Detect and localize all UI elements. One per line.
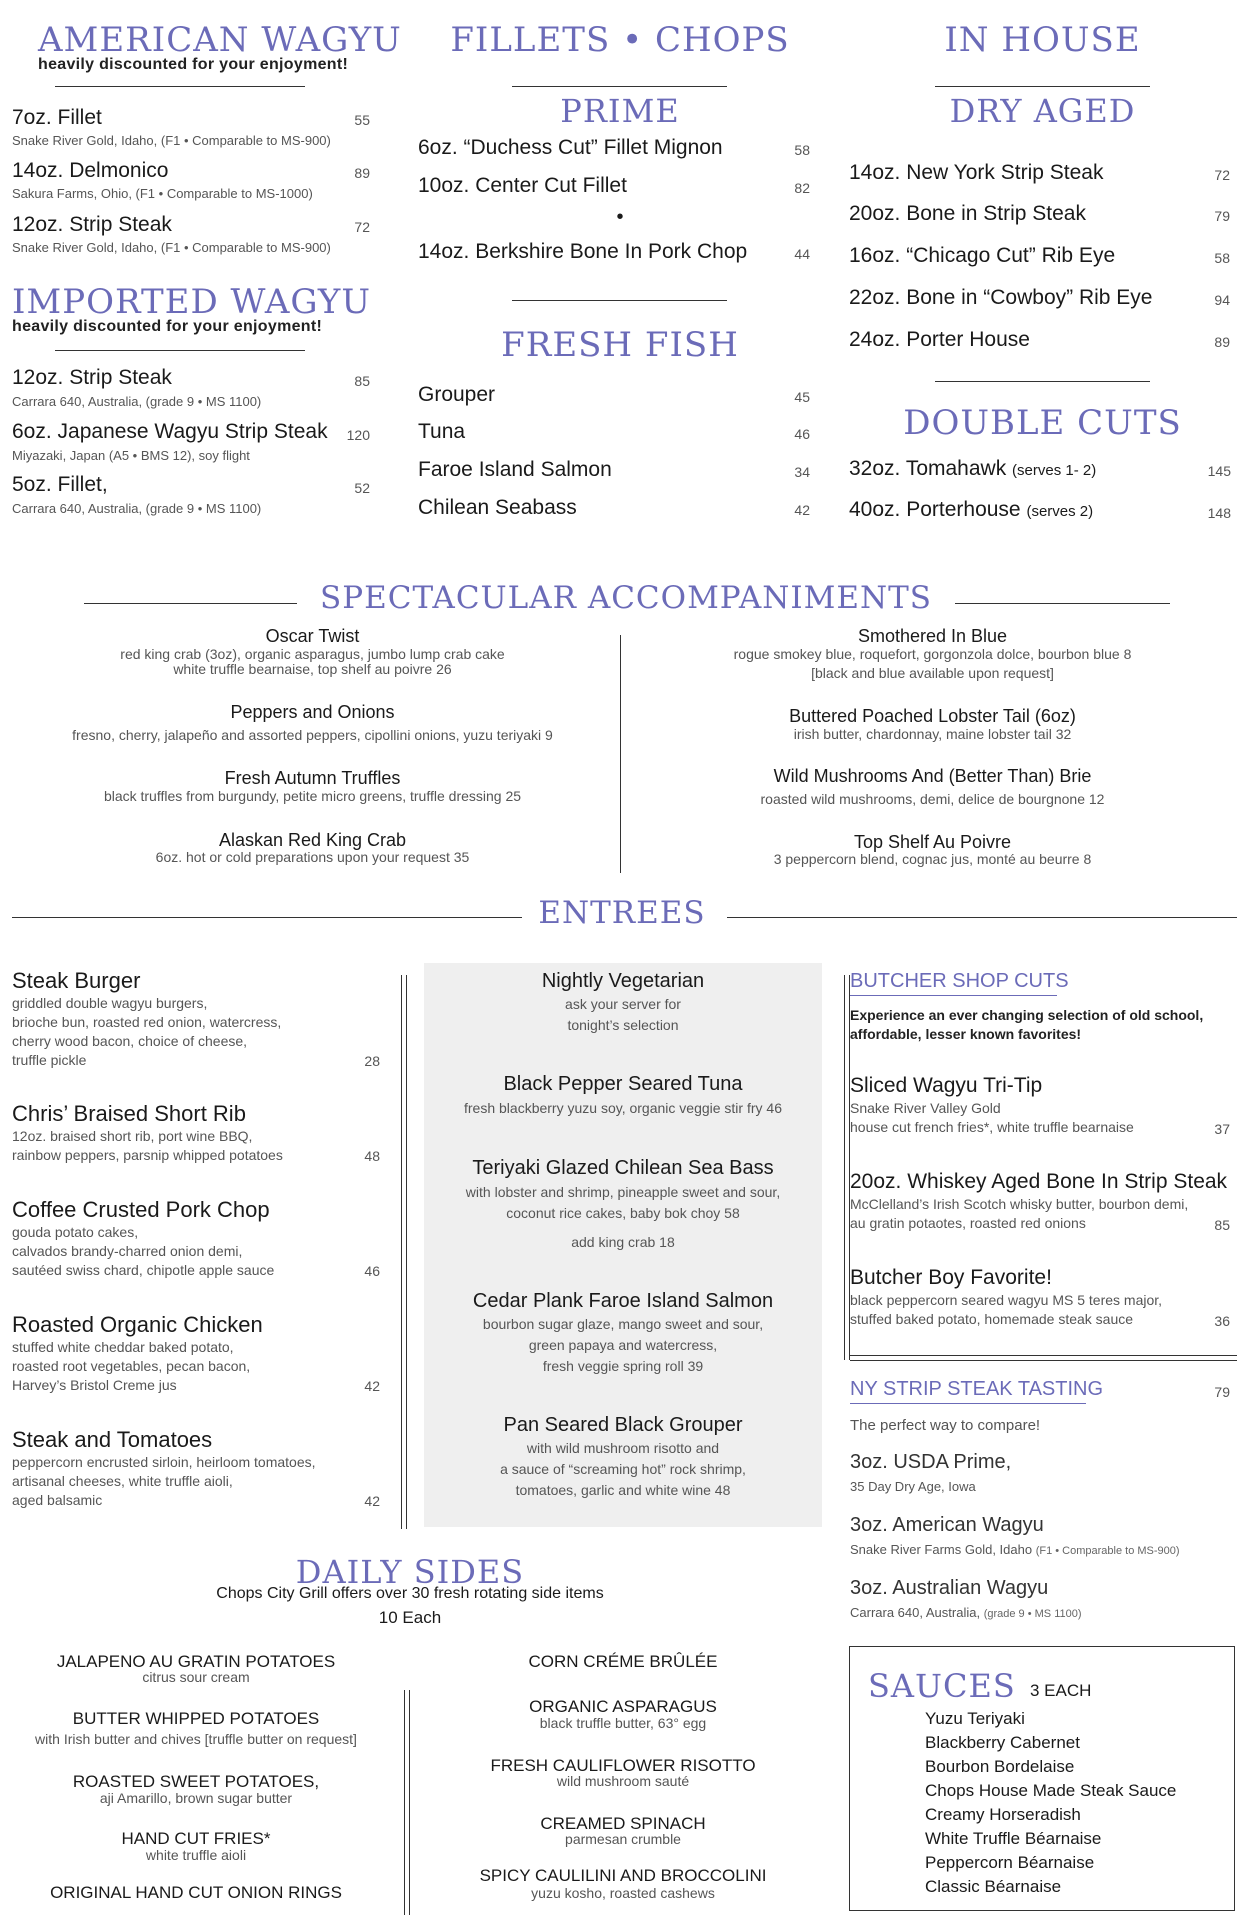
- side-name: CORN CRÉME BRÛLÉE: [528, 1652, 718, 1671]
- menu-item-name: 7oz. Fillet: [12, 106, 102, 129]
- menu-item-price: 82: [794, 180, 810, 196]
- butcher-item-name: Sliced Wagyu Tri-Tip: [850, 1074, 1043, 1097]
- desc-line: a sauce of “screaming hot” rock shrimp,: [500, 1461, 746, 1477]
- in-house-title: IN HOUSE: [944, 20, 1141, 60]
- sauce-item: Peppercorn Béarnaise: [925, 1853, 1095, 1872]
- menu-item-name: [849, 498, 1093, 522]
- desc-line: with lobster and shrimp, pineapple sweet and sour,: [465, 1184, 781, 1200]
- entree-name: Black Pepper Seared Tuna: [503, 1073, 743, 1095]
- tasting-subtitle: The perfect way to compare!: [850, 1417, 1041, 1434]
- sauces-price: 3 EACH: [1030, 1681, 1092, 1700]
- tasting-item-desc: [850, 1605, 1082, 1620]
- dry-aged-title: DRY AGED: [949, 92, 1136, 130]
- side-desc: black truffle butter, 63° egg: [539, 1715, 707, 1731]
- menu-item-name: 6oz. “Duchess Cut” Fillet Mignon: [418, 136, 723, 159]
- imported-wagyu-title: IMPORTED WAGYU: [12, 282, 372, 322]
- desc-line: with wild mushroom risotto and: [526, 1440, 720, 1456]
- desc-line: rainbow peppers, parsnip whipped potatoes: [12, 1147, 283, 1163]
- side-name: ORGANIC ASPARAGUS: [529, 1697, 717, 1716]
- menu-item-price: 52: [354, 480, 370, 496]
- desc-line: black peppercorn seared wagyu MS 5 teres major,: [850, 1292, 1163, 1308]
- desc-note: (F1 • Comparable to MS-900): [1035, 1545, 1180, 1557]
- side-name: FRESH CAULIFLOWER RISOTTO: [490, 1756, 756, 1775]
- divider: [935, 86, 1150, 87]
- sauces-list: [925, 1707, 1176, 1899]
- daily-sides-title: DAILY SIDES: [295, 1553, 525, 1591]
- menu-item-name: Chilean Seabass: [418, 496, 577, 519]
- entree-desc: [12, 994, 281, 1070]
- menu-item-name: [849, 457, 1096, 481]
- menu-item-price: 148: [1207, 505, 1231, 521]
- sauce-item: Classic Béarnaise: [925, 1877, 1062, 1896]
- side-name: ORIGINAL HAND CUT ONION RINGS: [50, 1883, 342, 1902]
- menu-item-desc: Snake River Gold, Idaho, (F1 • Comparable to MS-900): [12, 133, 331, 148]
- divider: [12, 917, 522, 918]
- menu-item-price: 42: [794, 502, 810, 518]
- double-rule: [844, 975, 845, 1360]
- entree-desc: [424, 1438, 822, 1501]
- serves-note: (serves 2): [1026, 503, 1094, 520]
- desc-line: Harvey’s Bristol Creme jus: [12, 1377, 177, 1393]
- menu-item-price: 89: [1214, 334, 1230, 350]
- butcher-item-price: 37: [1214, 1121, 1230, 1137]
- accompaniment-desc: irish butter, chardonnay, maine lobster tail 32: [793, 726, 1072, 742]
- divider: [84, 603, 297, 604]
- accompaniment-desc: fresno, cherry, jalapeño and assorted peppers, cipollini onions, yuzu teriyaki 9: [72, 727, 553, 743]
- entree-price: 46: [364, 1263, 380, 1279]
- accompaniment-name: Smothered In Blue: [857, 626, 1008, 646]
- sauce-item: Blackberry Cabernet: [925, 1733, 1080, 1752]
- menu-item-name: 14oz. Berkshire Bone In Pork Chop: [418, 240, 748, 263]
- accompaniment-desc: 6oz. hot or cold preparations upon your request 35: [155, 849, 470, 865]
- accompaniment-desc: 3 peppercorn blend, cognac jus, monté au beurre 8: [773, 851, 1092, 867]
- desc-line: fresh veggie spring roll 39: [542, 1358, 704, 1374]
- side-desc: parmesan crumble: [565, 1831, 681, 1847]
- prime-title: PRIME: [560, 92, 680, 130]
- menu-item-price: 79: [1214, 208, 1230, 224]
- menu-item-price: 145: [1207, 463, 1231, 479]
- butcher-item-name: Butcher Boy Favorite!: [850, 1266, 1052, 1289]
- serves-note: (serves 1- 2): [1012, 462, 1097, 479]
- desc-line: [424, 1224, 822, 1232]
- sauce-item: Creamy Horseradish: [925, 1805, 1081, 1824]
- butcher-item-desc: [850, 1195, 1188, 1233]
- fresh-fish-title: FRESH FISH: [501, 325, 739, 365]
- accompaniment-desc: rogue smokey blue, roquefort, gorgonzola dolce, bourbon blue 8: [733, 646, 1132, 662]
- desc-line: green papaya and watercress,: [528, 1337, 718, 1353]
- entree-price: 28: [364, 1053, 380, 1069]
- title-underline: [850, 1403, 1086, 1404]
- side-name: CREAMED SPINACH: [540, 1814, 706, 1833]
- menu-item-desc: Carrara 640, Australia, (grade 9 • MS 1100): [12, 501, 262, 516]
- menu-item-name: 5oz. Fillet,: [12, 473, 108, 496]
- desc-line: tomatoes, garlic and white wine 48: [515, 1482, 731, 1498]
- accompaniment-desc: [black and blue available upon request]: [811, 665, 1054, 681]
- desc-line: stuffed baked potato, homemade steak sauce: [850, 1311, 1134, 1327]
- menu-item-price: 72: [354, 219, 370, 235]
- accompaniment-name: Top Shelf Au Poivre: [853, 832, 1012, 852]
- entree-name: Teriyaki Glazed Chilean Sea Bass: [472, 1157, 774, 1179]
- double-cuts-title: DOUBLE CUTS: [903, 403, 1182, 443]
- menu-item-name: 10oz. Center Cut Fillet: [418, 174, 627, 197]
- butcher-item-desc: [850, 1291, 1162, 1329]
- divider: [512, 86, 727, 87]
- tagline-line: affordable, lesser known favorites!: [850, 1026, 1082, 1042]
- sauce-item: Bourbon Bordelaise: [925, 1757, 1075, 1776]
- butcher-item-price: 36: [1214, 1313, 1230, 1329]
- desc-line: coconut rice cakes, baby bok choy 58: [506, 1205, 740, 1221]
- tasting-item-desc: 35 Day Dry Age, Iowa: [850, 1479, 976, 1494]
- butcher-item-desc: [850, 1099, 1134, 1137]
- desc-note: (grade 9 • MS 1100): [983, 1608, 1082, 1620]
- entrees-title: ENTREES: [538, 895, 706, 931]
- menu-item-name: 12oz. Strip Steak: [12, 213, 172, 236]
- menu-item-desc: Sakura Farms, Ohio, (F1 • Comparable to MS-1000): [12, 186, 313, 201]
- double-rule-h: [850, 1355, 1237, 1356]
- accompaniments-title: SPECTACULAR ACCOMPANIMENTS: [320, 580, 932, 616]
- desc-line: bourbon sugar glaze, mango sweet and sour,: [482, 1316, 764, 1332]
- entree-price: 42: [364, 1378, 380, 1394]
- desc-line: McClelland’s Irish Scotch whisky butter, bourbon demi,: [850, 1196, 1189, 1212]
- accompaniment-desc: white truffle bearnaise, top shelf au poivre 26: [173, 661, 452, 677]
- vertical-divider: [620, 635, 621, 873]
- menu-item-name: 22oz. Bone in “Cowboy” Rib Eye: [849, 286, 1153, 309]
- side-desc: citrus sour cream: [142, 1669, 250, 1685]
- menu-item-name: 16oz. “Chicago Cut” Rib Eye: [849, 244, 1116, 267]
- divider: [55, 86, 305, 87]
- butcher-shop-title: BUTCHER SHOP CUTS: [850, 970, 1069, 992]
- desc-line: griddled double wagyu burgers,: [12, 995, 208, 1011]
- menu-item-price: 89: [354, 165, 370, 181]
- item-name-text: 40oz. Porterhouse: [849, 498, 1021, 521]
- desc-line: house cut french fries*, white truffle bearnaise: [850, 1119, 1134, 1135]
- entree-name: Nightly Vegetarian: [541, 970, 705, 992]
- menu-item-desc: Snake River Gold, Idaho, (F1 • Comparable to MS-900): [12, 240, 331, 255]
- sauces-title: SAUCES: [868, 1667, 1016, 1705]
- accompaniment-name: Wild Mushrooms And (Better Than) Brie: [773, 766, 1092, 786]
- menu-item-desc: Carrara 640, Australia, (grade 9 • MS 1100): [12, 394, 262, 409]
- desc-line: roasted root vegetables, pecan bacon,: [12, 1358, 251, 1374]
- menu-item-name: 6oz. Japanese Wagyu Strip Steak: [12, 420, 328, 443]
- desc-line: gouda potato cakes,: [12, 1224, 139, 1240]
- accompaniment-name: Alaskan Red King Crab: [218, 830, 407, 850]
- tasting-title: NY STRIP STEAK TASTING: [850, 1378, 1104, 1400]
- desc-line: calvados brandy-charred onion demi,: [12, 1243, 243, 1259]
- bullet-separator: •: [616, 206, 624, 228]
- desc-text: Carrara 640, Australia,: [850, 1605, 981, 1620]
- menu-item-name: Grouper: [418, 383, 496, 406]
- entree-name: Steak Burger: [12, 968, 141, 993]
- double-rule: [409, 1690, 410, 1915]
- entree-desc: [12, 1338, 250, 1395]
- desc-line: cherry wood bacon, choice of cheese,: [12, 1033, 248, 1049]
- menu-item-price: 94: [1214, 292, 1230, 308]
- entree-price: 42: [364, 1493, 380, 1509]
- divider: [512, 300, 727, 301]
- entree-name: Chris’ Braised Short Rib: [12, 1101, 246, 1126]
- sauce-item: Yuzu Teriyaki: [925, 1709, 1025, 1728]
- daily-sides-price: 10 Each: [378, 1608, 442, 1627]
- accompaniment-desc: black truffles from burgundy, petite micro greens, truffle dressing 25: [103, 788, 522, 804]
- menu-item-price: 85: [354, 373, 370, 389]
- desc-line: add king crab 18: [571, 1234, 675, 1250]
- entree-desc: [12, 1223, 274, 1280]
- butcher-item-price: 85: [1214, 1217, 1230, 1233]
- accompaniment-name: Peppers and Onions: [230, 702, 395, 722]
- tasting-item-name: 3oz. Australian Wagyu: [850, 1577, 1049, 1599]
- divider: [55, 350, 305, 351]
- divider: [727, 917, 1237, 918]
- menu-item-name: 12oz. Strip Steak: [12, 366, 172, 389]
- entree-name: Pan Seared Black Grouper: [503, 1414, 743, 1436]
- menu-item-price: 72: [1214, 167, 1230, 183]
- entree-name: Coffee Crusted Pork Chop: [12, 1197, 270, 1222]
- desc-line: brioche bun, roasted red onion, watercress,: [12, 1014, 282, 1030]
- accompaniment-desc: roasted wild mushrooms, demi, delice de bourgnone 12: [760, 791, 1105, 807]
- accompaniment-name: Oscar Twist: [265, 626, 360, 646]
- item-name-text: 32oz. Tomahawk: [849, 457, 1007, 480]
- sauce-item: White Truffle Béarnaise: [925, 1829, 1102, 1848]
- desc-line: stuffed white cheddar baked potato,: [12, 1339, 234, 1355]
- entree-desc: [424, 994, 822, 1036]
- menu-item-name: 20oz. Bone in Strip Steak: [849, 202, 1086, 225]
- sauces-box: [849, 1646, 1235, 1911]
- side-name: ROASTED SWEET POTATOES,: [72, 1772, 320, 1791]
- divider: [935, 381, 1150, 382]
- menu-item-name: 14oz. New York Strip Steak: [849, 161, 1104, 184]
- fillets-chops-title: FILLETS • CHOPS: [450, 20, 790, 60]
- side-desc: with Irish butter and chives [truffle butter on request]: [35, 1731, 357, 1747]
- sauce-item: Chops House Made Steak Sauce: [925, 1781, 1177, 1800]
- side-desc: yuzu kosho, roasted cashews: [531, 1885, 715, 1901]
- menu-item-desc: Miyazaki, Japan (A5 • BMS 12), soy flight: [12, 448, 250, 463]
- menu-item-price: 34: [794, 464, 810, 480]
- side-name: JALAPENO AU GRATIN POTATOES: [56, 1652, 336, 1671]
- menu-item-price: 120: [346, 427, 370, 443]
- entree-desc: [12, 1127, 283, 1165]
- entree-desc: [424, 1182, 822, 1253]
- desc-line: tonight’s selection: [567, 1017, 679, 1033]
- side-desc: wild mushroom sauté: [556, 1773, 690, 1789]
- menu-item-price: 45: [794, 389, 810, 405]
- entree-name: Steak and Tomatoes: [12, 1427, 213, 1452]
- double-rule-h: [850, 1360, 1237, 1361]
- accompaniment-name: Fresh Autumn Truffles: [224, 768, 401, 788]
- imported-wagyu-tagline: heavily discounted for your enjoyment!: [12, 318, 323, 335]
- menu-item-name: Tuna: [418, 420, 466, 443]
- double-rule: [401, 975, 402, 1529]
- menu-item-price: 58: [794, 142, 810, 158]
- entree-name: Roasted Organic Chicken: [12, 1312, 263, 1337]
- american-wagyu-tagline: heavily discounted for your enjoyment!: [38, 56, 349, 73]
- double-rule: [406, 975, 407, 1529]
- menu-item-price: 44: [794, 246, 810, 262]
- side-name: HAND CUT FRIES*: [121, 1829, 271, 1848]
- tagline-line: Experience an ever changing selection of old school,: [850, 1007, 1204, 1023]
- entree-price: 48: [364, 1148, 380, 1164]
- desc-line: artisanal cheeses, white truffle aioli,: [12, 1473, 233, 1489]
- entree-desc: [424, 1314, 822, 1377]
- desc-line: aged balsamic: [12, 1492, 103, 1508]
- entree-desc: [12, 1453, 316, 1510]
- desc-text: Snake River Farms Gold, Idaho: [850, 1542, 1033, 1557]
- desc-line: peppercorn encrusted sirloin, heirloom tomatoes,: [12, 1454, 316, 1470]
- butcher-shop-tagline: [850, 1006, 1203, 1044]
- side-desc: aji Amarillo, brown sugar butter: [99, 1790, 293, 1806]
- american-wagyu-title: AMERICAN WAGYU: [38, 20, 402, 60]
- menu-item-price: 58: [1214, 250, 1230, 266]
- side-desc: white truffle aioli: [145, 1847, 247, 1863]
- butcher-item-name: 20oz. Whiskey Aged Bone In Strip Steak: [850, 1170, 1228, 1193]
- entree-name: Cedar Plank Faroe Island Salmon: [472, 1290, 774, 1312]
- accompaniment-name: Buttered Poached Lobster Tail (6oz): [789, 706, 1076, 726]
- title-underline: [850, 995, 1057, 996]
- desc-line: au gratin potaotes, roasted red onions: [850, 1215, 1086, 1231]
- tasting-item-name: 3oz. American Wagyu: [850, 1514, 1044, 1536]
- divider: [955, 603, 1170, 604]
- entree-desc: fresh blackberry yuzu soy, organic veggie stir fry 46: [464, 1100, 782, 1116]
- tasting-item-name: 3oz. USDA Prime,: [850, 1451, 1012, 1473]
- menu-item-name: 24oz. Porter House: [849, 328, 1030, 351]
- side-name: BUTTER WHIPPED POTATOES: [72, 1709, 320, 1728]
- daily-sides-subtitle: Chops City Grill offers over 30 fresh rotating side items: [216, 1585, 604, 1602]
- desc-line: Snake River Valley Gold: [850, 1100, 1001, 1116]
- desc-line: 12oz. braised short rib, port wine BBQ,: [12, 1128, 253, 1144]
- desc-line: sautéed swiss chard, chipotle apple sauce: [12, 1262, 275, 1278]
- menu-item-price: 55: [354, 112, 370, 128]
- accompaniment-desc: red king crab (3oz), organic asparagus, jumbo lump crab cake: [120, 646, 505, 662]
- double-rule: [404, 1690, 405, 1915]
- menu-item-name: 14oz. Delmonico: [12, 159, 169, 182]
- desc-line: ask your server for: [565, 996, 681, 1012]
- tasting-item-desc: [850, 1542, 1180, 1557]
- menu-item-name: Faroe Island Salmon: [418, 458, 612, 481]
- menu-item-price: 46: [794, 426, 810, 442]
- desc-line: truffle pickle: [12, 1052, 87, 1068]
- side-name: SPICY CAULILINI AND BROCCOLINI: [479, 1866, 767, 1885]
- tasting-price: 79: [1214, 1384, 1230, 1400]
